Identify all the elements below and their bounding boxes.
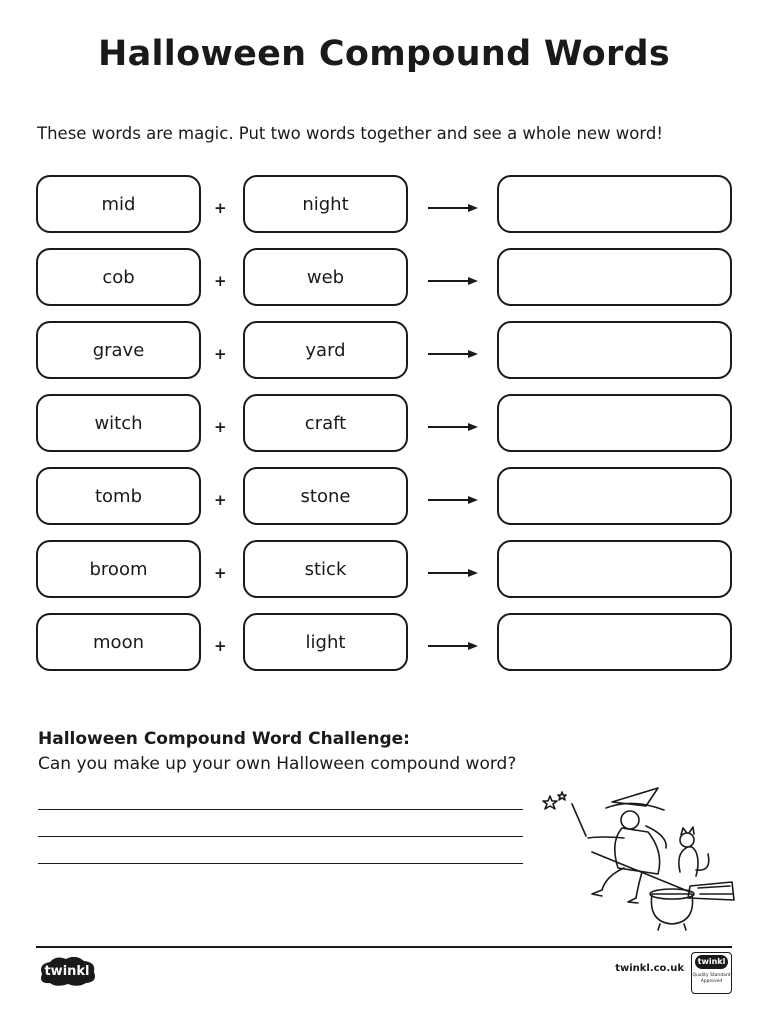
plus-sign: + (214, 564, 227, 582)
first-word-box: mid (36, 175, 201, 233)
badge-text: Approved (700, 978, 723, 984)
first-word-box: broom (36, 540, 201, 598)
first-word-box: moon (36, 613, 201, 671)
answer-line[interactable] (38, 863, 523, 864)
arrow-icon (426, 348, 480, 360)
compound-row (0, 394, 768, 455)
answer-box[interactable] (497, 248, 732, 306)
arrow-icon (426, 567, 480, 579)
compound-row (0, 613, 768, 674)
site-url[interactable]: twinkl.co.uk (615, 963, 684, 974)
arrow-icon (426, 202, 480, 214)
second-word-box: night (243, 175, 408, 233)
arrow-icon (426, 640, 480, 652)
compound-row (0, 467, 768, 528)
compound-row (0, 321, 768, 382)
plus-sign: + (214, 418, 227, 436)
plus-sign: + (214, 345, 227, 363)
second-word-box: yard (243, 321, 408, 379)
second-word-box: light (243, 613, 408, 671)
page-title: Halloween Compound Words (98, 34, 670, 74)
logo-text: twinkl (44, 963, 90, 979)
compound-row (0, 248, 768, 309)
quality-badge (691, 952, 732, 994)
answer-line[interactable] (38, 809, 523, 810)
first-word-box: cob (36, 248, 201, 306)
badge-brand: twinkl (695, 955, 728, 969)
answer-box[interactable] (497, 540, 732, 598)
arrow-icon (426, 421, 480, 433)
second-word-box: web (243, 248, 408, 306)
answer-box[interactable] (497, 321, 732, 379)
answer-line[interactable] (38, 836, 523, 837)
twinkl-logo (36, 954, 98, 988)
compound-row (0, 540, 768, 601)
second-word-box: stone (243, 467, 408, 525)
second-word-box: stick (243, 540, 408, 598)
arrow-icon (426, 275, 480, 287)
first-word-box: witch (36, 394, 201, 452)
witch-illustration (540, 782, 740, 932)
plus-sign: + (214, 637, 227, 655)
arrow-icon (426, 494, 480, 506)
badge-text: Quality Standard (692, 973, 731, 978)
challenge-heading: Halloween Compound Word Challenge: (38, 729, 410, 749)
answer-box[interactable] (497, 394, 732, 452)
answer-box[interactable] (497, 467, 732, 525)
footer-divider (36, 946, 732, 948)
answer-box[interactable] (497, 613, 732, 671)
plus-sign: + (214, 199, 227, 217)
plus-sign: + (214, 491, 227, 509)
plus-sign: + (214, 272, 227, 290)
instructions: These words are magic. Put two words together and see a whole new word! (37, 124, 663, 143)
first-word-box: grave (36, 321, 201, 379)
compound-row (0, 175, 768, 236)
first-word-box: tomb (36, 467, 201, 525)
challenge-question: Can you make up your own Halloween compound word? (38, 754, 517, 774)
second-word-box: craft (243, 394, 408, 452)
answer-box[interactable] (497, 175, 732, 233)
